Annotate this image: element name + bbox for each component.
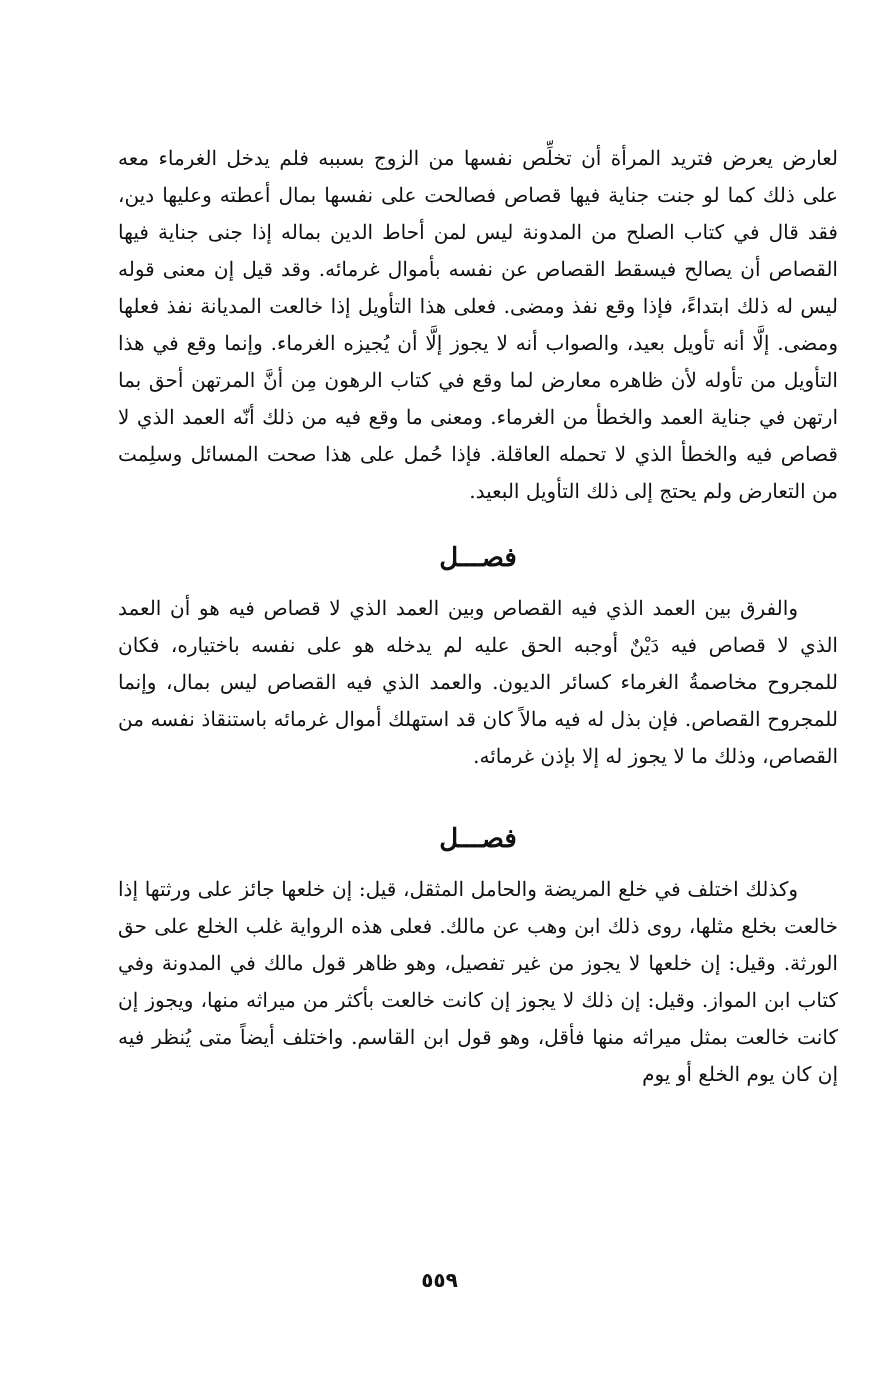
paragraph-3: وكذلك اختلف في خلع المريضة والحامل المثقل، قيل: إن خلعها جائز على ورثتها إذا خالعت بخلع مثلها، روى ذلك ابن وهب عن مالك. فعلى هذه الرواية غلب الخلع على حق الورثة. وقيل: إن خلعها لا يجوز من غير تفصيل، وهو ظاهر قول مالك في المدونة وفي كتاب ابن المواز. وقيل: إن ذلك لا يجوز إن كانت خالعت بأكثر من ميراثه منها، ويجوز إن كانت خالعت بمثل ميراثه منها فأقل، وهو قول ابن القاسم. واختلف أيضاً متى يُنظر فيه إن كان يوم الخلع أو يوم <box>118 877 838 1086</box>
section-heading-1: فصـــل <box>439 543 517 573</box>
paragraph-2: والفرق بين العمد الذي فيه القصاص وبين العمد الذي لا قصاص فيه هو أن العمد الذي لا قصاص فيه دَيْنٌ أوجبه الحق عليه لم يدخله هو على نفسه باختياره، فكان للمجروح مخاصمةُ الغرماء كسائر الديون. والعمد الذي فيه القصاص ليس بمال، وإنما للمجروح القصاص. فإن بذل له فيه مالاً كان قد استهلك أموال غرمائه باستنقاذ نفسه من القصاص، وذلك ما لا يجوز له إلا بإذن غرمائه. <box>118 596 838 768</box>
section-heading-2: فصـــل <box>439 824 517 854</box>
document-page <box>118 140 838 1093</box>
page-number: ٥٥٩ <box>421 1268 458 1292</box>
paragraph-1: لعارض يعرض فتريد المرأة أن تخلِّص نفسها من الزوج بسببه فلم يدخل الغرماء معه على ذلك كما لو جنت جناية فيها قصاص فصالحت على نفسها بمال أعطته وعليها دين، فقد قال في كتاب الصلح من المدونة ليس لمن أحاط الدين بماله إذا جنى جناية فيها القصاص أن يصالح فيسقط القصاص عن نفسه بأموال غرمائه. وقد قيل إن معنى قوله ليس له ذلك ابتداءً، فإذا وقع نفذ ومضى. فعلى هذا التأويل إذا خالعت المديانة نفذ فعلها ومضى. إلَّا أنه تأويل بعيد، والصواب أنه لا يجوز إلَّا أن يُجيزه الغرماء. وإنما وقع في هذا التأويل من تأوله لأن ظاهره معارض لما وقع في كتاب الرهون مِن أنَّ المرتهن أحق بما ارتهن في جناية العمد والخطأ من الغرماء. ومعنى ما وقع فيه من ذلك أنّه العمد الذي لا قصاص فيه والخطأ الذي لا تحمله العاقلة. فإذا حُمل على هذا صحت المسائل وسلِمت من التعارض ولم يحتج إلى ذلك التأويل البعيد. <box>118 146 838 503</box>
